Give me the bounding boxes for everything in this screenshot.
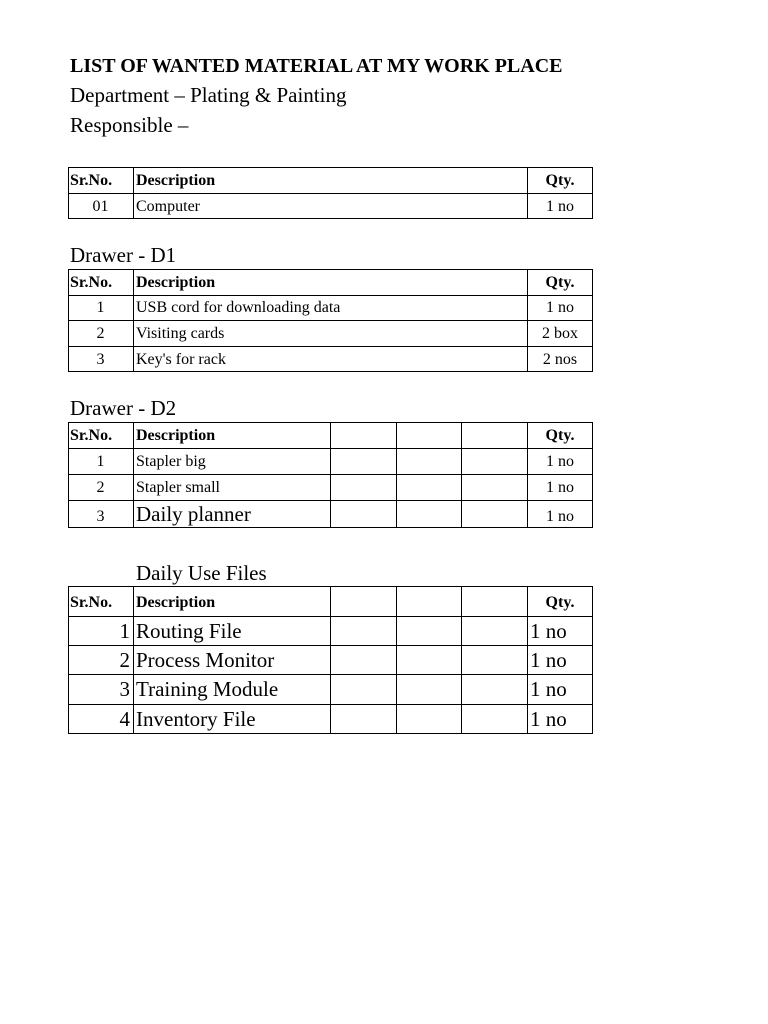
column-header-sr: Sr.No. — [70, 274, 113, 291]
row-description: Stapler big — [136, 453, 206, 470]
row-qty: 1 no — [546, 508, 574, 525]
row-qty: 1 no — [546, 299, 574, 316]
row-sr: 01 — [92, 198, 109, 215]
table-border — [68, 320, 593, 321]
row-sr: 4 — [119, 707, 130, 731]
table-border — [396, 586, 397, 734]
table-border — [68, 218, 593, 219]
section-heading-daily-use-files: Daily Use Files — [136, 561, 267, 585]
row-qty: 1 no — [530, 677, 567, 701]
row-sr: 1 — [119, 619, 130, 643]
row-sr: 2 — [119, 648, 130, 672]
table-border — [68, 295, 593, 296]
column-header-qty: Qty. — [545, 427, 575, 444]
row-sr: 1 — [96, 299, 105, 316]
row-sr: 2 — [96, 325, 105, 342]
table-border — [68, 193, 593, 194]
column-header-sr: Sr.No. — [70, 172, 113, 189]
table-border — [461, 586, 462, 734]
table-border — [68, 346, 593, 347]
column-header-qty: Qty. — [545, 274, 575, 291]
table-border — [592, 422, 593, 528]
row-sr: 1 — [96, 453, 105, 470]
section-heading-drawer-d2: Drawer - D2 — [70, 396, 177, 420]
department-line: Department – Plating & Painting — [70, 83, 347, 107]
column-header-description: Description — [136, 594, 216, 611]
table-border — [68, 269, 593, 270]
table-border — [68, 371, 593, 372]
row-description: Routing File — [136, 619, 242, 643]
table-border — [592, 269, 593, 372]
table-border — [461, 422, 462, 528]
row-description: Daily planner — [136, 502, 251, 526]
row-qty: 1 no — [546, 479, 574, 496]
page-title: LIST OF WANTED MATERIAL AT MY WORK PLACE — [70, 55, 563, 77]
row-qty: 1 no — [530, 707, 567, 731]
table-border — [133, 167, 134, 219]
column-header-qty: Qty. — [545, 172, 575, 189]
row-description: USB cord for downloading data — [136, 299, 341, 316]
row-description: Inventory File — [136, 707, 256, 731]
row-sr: 2 — [96, 479, 105, 496]
row-description: Training Module — [136, 677, 279, 701]
row-qty: 1 no — [546, 198, 574, 215]
row-qty: 1 no — [530, 648, 567, 672]
table-border — [592, 167, 593, 219]
row-qty: 1 no — [546, 453, 574, 470]
table-border — [68, 167, 593, 168]
responsible-line: Responsible – — [70, 113, 189, 137]
table-border — [592, 586, 593, 734]
column-header-description: Description — [136, 274, 216, 291]
section-heading-drawer-d1: Drawer - D1 — [70, 243, 177, 267]
row-sr: 3 — [96, 508, 105, 525]
row-qty: 2 nos — [542, 351, 578, 368]
row-description: Visiting cards — [136, 325, 225, 342]
table-border — [330, 422, 331, 528]
row-sr: 3 — [96, 351, 105, 368]
row-qty: 2 box — [542, 325, 578, 342]
column-header-description: Description — [136, 427, 216, 444]
column-header-description: Description — [136, 172, 216, 189]
column-header-sr: Sr.No. — [70, 594, 113, 611]
column-header-sr: Sr.No. — [70, 427, 113, 444]
row-description: Stapler small — [136, 479, 220, 496]
row-qty: 1 no — [530, 619, 567, 643]
row-description: Computer — [136, 198, 200, 215]
table-border — [133, 586, 134, 734]
table-border — [330, 586, 331, 734]
table-border — [133, 269, 134, 372]
row-description: Key's for rack — [136, 351, 226, 368]
table-border — [396, 422, 397, 528]
column-header-qty: Qty. — [545, 594, 575, 611]
row-description: Process Monitor — [136, 648, 275, 672]
table-border — [133, 422, 134, 528]
row-sr: 3 — [119, 677, 130, 701]
